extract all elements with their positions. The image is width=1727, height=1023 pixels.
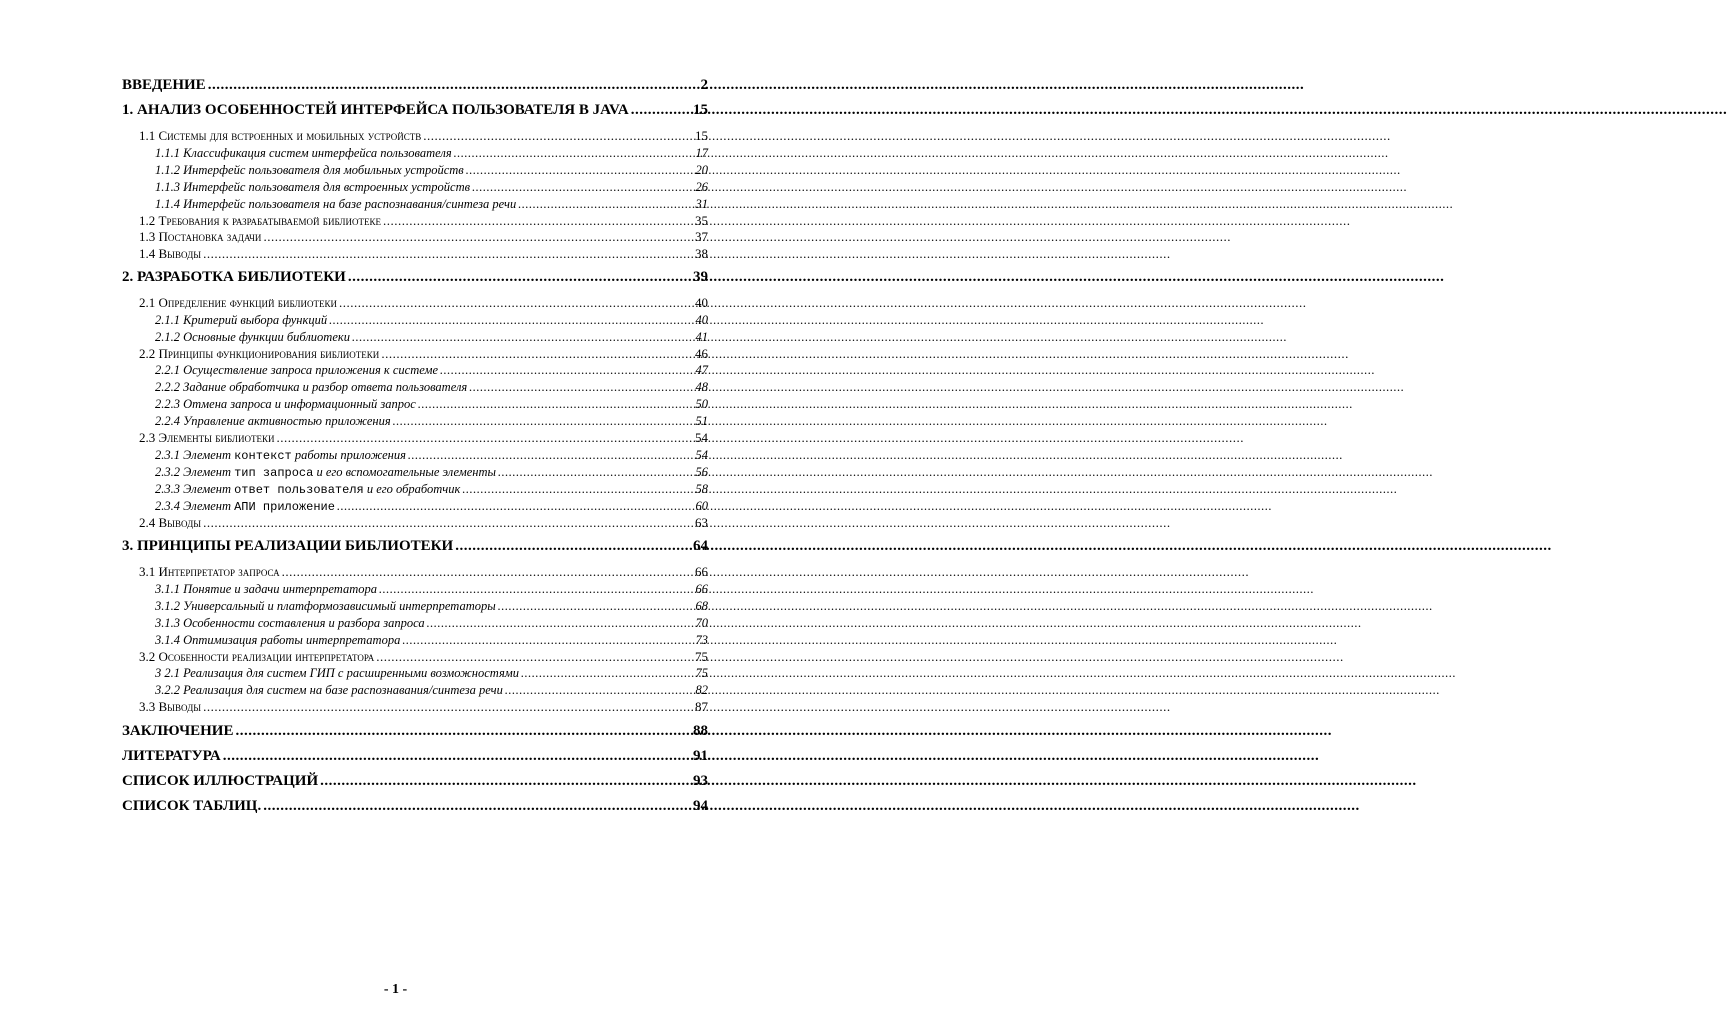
dot-leader [263,229,693,246]
toc-entry-title: 1.2 Требования к разрабатываемой библиотеке [139,212,381,228]
dot-leader [348,265,691,290]
dot-leader [472,179,693,196]
toc-entry-title: 3.1 Интерпретатор запроса [139,564,280,579]
toc-subsection-2-2-4[interactable] [122,413,708,430]
toc-entry-page: 17 [695,145,708,160]
dot-leader [454,145,694,162]
toc-entry-title: 2.4 Выводы [139,514,202,530]
toc-section-1-1[interactable] [122,128,708,145]
toc-entry-page: 68 [695,598,708,613]
dot-leader [498,464,694,481]
toc-entry-title: 2.1.1 Критерий выбора функций [155,312,328,327]
toc-entry-page: 58 [695,481,708,496]
toc-entry-page: 40 [695,312,708,327]
toc-entry-title: 3.2.2 Реализация для систем на базе распознавания/синтеза речи [155,683,503,697]
toc-entry-title: 1.1.3 Интерфейс пользователя для встроенных устройств [155,179,471,194]
toc-subsection-2-1-1[interactable] [122,312,708,329]
toc-entry-title: СПИСОК ТАБЛИЦ. [122,797,262,814]
dot-leader [505,682,694,699]
toc-entry-title: 3.1.1 Понятие и задачи интерпретатора [155,581,377,596]
dot-leader [320,769,691,794]
toc-entry-page: 48 [695,380,708,394]
toc-subsection-3-1-2[interactable] [122,598,708,615]
toc-entry-title: 2.2.3 Отмена запроса и информационный запрос [155,397,416,411]
toc-section-2-1[interactable] [122,295,708,312]
toc-entry-title: ЛИТЕРАТУРА [122,747,221,764]
toc-entry-page: 15 [693,102,708,118]
toc-entry-title: 3.1.4 Оптимизация работы интерпретатора [155,632,401,647]
toc-title-code: контекст [234,448,292,463]
dot-leader [498,598,694,615]
toc-subsection-1-1-4[interactable] [122,196,708,213]
document-page [0,0,791,1023]
toc-entry-page: 70 [695,615,708,630]
toc-chapter-tables[interactable] [122,794,708,819]
toc-chapter-introduction[interactable] [122,73,708,98]
toc-subsection-2-3-3[interactable] [122,481,708,498]
toc-subsection-3-1-3[interactable] [122,615,708,632]
toc-entry-title: 2.1 Определение функций библиотеки [139,295,338,310]
toc-entry-page: 2 [700,77,708,93]
dot-leader [469,379,693,396]
toc-section-1-3[interactable] [122,229,708,246]
toc-entry-title [155,498,335,516]
toc-section-1-2[interactable] [122,213,708,230]
toc-entry-page: 20 [695,162,708,177]
toc-section-1-4[interactable] [122,246,708,263]
toc-subsection-3-2-2[interactable] [122,682,708,699]
dot-leader [455,534,691,559]
toc-section-2-3[interactable] [122,430,708,447]
toc-entry-title: 1.3 Постановка задачи [139,229,262,244]
toc-subsection-2-2-1[interactable] [122,362,708,379]
toc-subsection-1-1-1[interactable] [122,145,708,162]
toc-subsection-1-1-3[interactable] [122,179,708,196]
page-number: - 1 - [383,982,408,997]
toc-entry-title: 1. АНАЛИЗ ОСОБЕННОСТЕЙ ИНТЕРФЕЙСА ПОЛЬЗОВАТЕЛЯ В JAVA [122,102,629,118]
dot-leader [379,581,694,598]
toc-title-suffix: работы приложения [291,447,406,462]
toc-entry-title: 3.1.3 Особенности составления и разбора запроса [155,615,425,630]
toc-entry-page: 39 [693,269,708,285]
toc-entry-page: 31 [695,196,708,211]
toc-entry-title: 3. ПРИНЦИПЫ РЕАЛИЗАЦИИ БИБЛИОТЕКИ [122,538,454,554]
toc-entry-title [155,447,406,465]
toc-entry-page: 75 [695,648,708,664]
toc-title-code: тип запроса [234,465,314,480]
toc-entry-title: 2.2 Принципы функционирования библиотеки [139,345,380,361]
toc-entry-page: 88 [693,722,708,739]
dot-leader [376,649,693,666]
toc-entry-title: 2.1.2 Основные функции библиотеки [155,329,350,344]
dot-leader [203,246,693,263]
toc-entry-page: 64 [693,538,708,554]
toc-entry-page: 35 [695,212,708,228]
dot-leader [427,615,694,632]
toc-subsection-3-1-4[interactable] [122,632,708,649]
dot-leader [203,515,693,532]
toc-entry-page: 51 [695,414,708,428]
dot-leader [423,128,693,145]
toc-entry-title: 1.1 Системы для встроенных и мобильных устройств [139,128,422,143]
dot-leader [631,98,691,123]
toc-entry-title: 1.1.2 Интерфейс пользователя для мобильных устройств [155,162,464,177]
toc-entry-title: 2.2.4 Управление активностью приложения [155,414,391,428]
toc-subsection-2-3-4[interactable] [122,498,708,515]
dot-leader [518,196,693,213]
toc-entry-title: 2.2.2 Задание обработчика и разбор ответа пользователя [155,380,468,394]
toc-entry-page: 66 [695,581,708,596]
toc-subsection-1-1-2[interactable] [122,162,708,179]
toc-entry-page: 40 [695,295,708,310]
toc-title-suffix: и его обработчик [363,481,461,496]
toc-entry-title: 1.4 Выводы [139,245,202,261]
toc-entry-title: 2. РАЗРАБОТКА БИБЛИОТЕКИ [122,269,346,285]
toc-chapter-illustrations[interactable] [122,769,708,794]
dot-leader [383,213,693,230]
dot-leader [282,564,693,581]
toc-section-3-3[interactable] [122,699,708,716]
toc-chapter-3[interactable] [122,534,708,559]
toc-title-code: ответ пользователя [234,482,364,497]
toc-entry-page: 87 [695,699,708,714]
toc-subsection-3-2-1[interactable] [122,665,708,682]
dot-leader [235,719,691,744]
toc-entry-page: 60 [695,498,708,513]
toc-entry-title: 3 2.1 Реализация для систем ГИП с расширенными возможностями [155,666,520,680]
toc-title-prefix: 2.3.4 Элемент [155,498,235,513]
toc-entry-title: 2.3 Элементы библиотеки [139,430,275,445]
toc-chapter-1[interactable] [122,98,708,123]
toc-entry-page: 63 [695,514,708,530]
toc-subsection-2-1-2[interactable] [122,329,708,346]
dot-leader [208,73,699,98]
toc-entry-page: 38 [695,245,708,261]
toc-section-2-2[interactable] [122,346,708,363]
dot-leader [418,396,694,413]
toc-entry-page: 54 [695,447,708,462]
dot-leader [263,794,691,819]
toc-entry-page: 94 [693,797,708,814]
toc-entry-page: 93 [693,772,708,789]
dot-leader [402,632,693,649]
dot-leader [440,362,693,379]
dot-leader [203,699,693,716]
toc-entry-page: 37 [695,229,708,244]
toc-subsection-2-2-2[interactable] [122,379,708,396]
toc-entry-title: ЗАКЛЮЧЕНИЕ [122,722,234,739]
dot-leader [381,346,693,363]
dot-leader [408,447,694,464]
toc-entry-page: 56 [695,464,708,479]
toc-entry-page: 54 [695,430,708,445]
table-of-contents [122,73,708,819]
toc-entry-page: 26 [695,179,708,194]
toc-entry-title: СПИСОК ИЛЛЮСТРАЦИЙ [122,772,319,789]
dot-leader [521,665,693,682]
dot-leader [462,481,693,498]
toc-subsection-2-2-3[interactable] [122,396,708,413]
toc-entry-title: 1.1.1 Классификация систем интерфейса пользователя [155,145,452,160]
toc-entry-page: 91 [693,747,708,764]
toc-entry-title: 3.3 Выводы [139,699,202,714]
dot-leader [277,430,694,447]
toc-chapter-literature[interactable] [122,744,708,769]
toc-entry-page: 15 [695,128,708,143]
toc-subsection-2-3-1[interactable] [122,447,708,464]
dot-leader [339,295,693,312]
dot-leader [223,744,691,769]
dot-leader [466,162,694,179]
toc-title-prefix: 2.3.1 Элемент [155,447,235,462]
toc-entry-page: 75 [695,666,708,680]
toc-section-3-2[interactable] [122,649,708,666]
toc-title-suffix: и его вспомогательные элементы [313,464,496,479]
dot-leader [337,498,694,515]
dot-leader [329,312,693,329]
toc-chapter-2[interactable] [122,265,708,290]
toc-entry-title: ВВЕДЕНИЕ [122,77,206,93]
toc-entry-title: 3.1.2 Универсальный и платформозависимый интерпретаторы [155,598,496,613]
toc-section-3-1[interactable] [122,564,708,581]
toc-entry-page: 41 [695,329,708,344]
dot-leader [393,413,694,430]
toc-title-prefix: 2.3.2 Элемент [155,464,235,479]
toc-entry-title: 3.2 Особенности реализации интерпретатора [139,648,375,664]
toc-entry-page: 82 [695,683,708,697]
toc-entry-page: 46 [695,345,708,361]
toc-section-2-4[interactable] [122,515,708,532]
toc-entry-page: 73 [695,632,708,647]
dot-leader [352,329,694,346]
toc-entry-title: 2.2.1 Осуществление запроса приложения к системе [155,363,439,377]
toc-entry-title: 1.1.4 Интерфейс пользователя на базе распознавания/синтеза речи [155,196,517,211]
toc-subsection-3-1-1[interactable] [122,581,708,598]
toc-title-prefix: 2.3.3 Элемент [155,481,235,496]
toc-entry-page: 50 [695,397,708,411]
toc-subsection-2-3-2[interactable] [122,464,708,481]
toc-entry-page: 66 [695,564,708,579]
toc-title-code: АПИ приложение [234,499,335,514]
toc-entry-page: 47 [695,363,708,377]
toc-entry-title [155,464,496,482]
toc-entry-title [155,481,460,499]
toc-chapter-conclusion[interactable] [122,719,708,744]
